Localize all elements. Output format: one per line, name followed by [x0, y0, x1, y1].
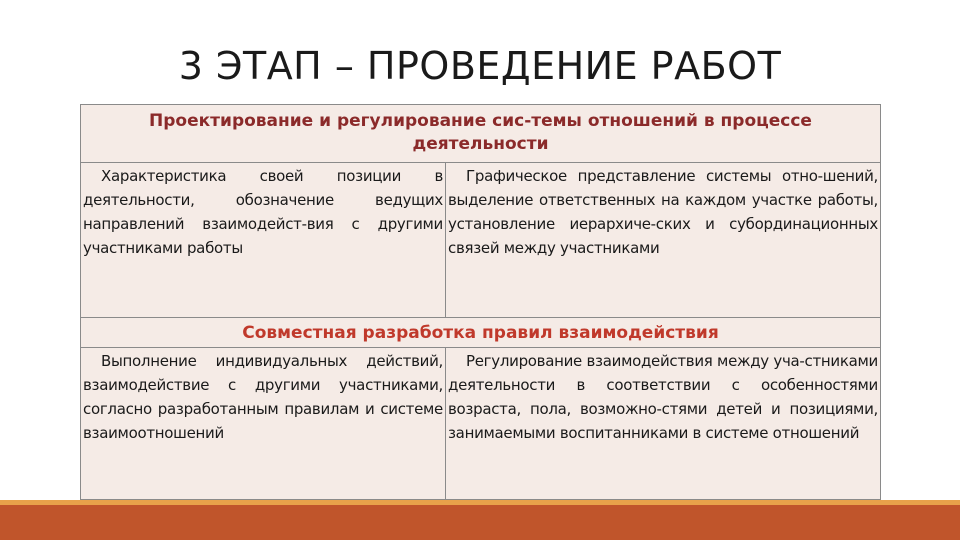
content-table [80, 104, 881, 500]
section2-left-text: Выполнение индивидуальных действий, взаимодействие с другими участниками, согласно разработанным правилам и системе взаимоотношений [83, 352, 443, 442]
section1-right-text: Графическое представление системы отно-шений, выделение ответственных на каждом участке работы, установление иерархиче-ских и субординационных связей между участниками [448, 167, 878, 257]
section1-left-text: Характеристика своей позиции в деятельности, обозначение ведущих направлений взаимодейст-вия с другими участниками работы [83, 167, 443, 257]
footer-bar [0, 500, 960, 540]
section2-left-cell [81, 348, 446, 499]
section1-heading: Проектирование и регулирование сис-темы отношений в процессе деятельности [81, 105, 880, 163]
section2-right-text: Регулирование взаимодействия между уча-стниками деятельности в соответствии с особенностями возраста, пола, возможно-стями детей и позициями, занимаемыми воспитанниками в системе отношений [448, 352, 878, 442]
slide-title: 3 ЭТАП – ПРОВЕДЕНИЕ РАБОТ [178, 44, 782, 88]
section2-heading: Совместная разработка правил взаимодействия [81, 317, 880, 348]
section2-right-cell [446, 348, 880, 499]
section1-right-cell [446, 163, 880, 317]
section1-left-cell [81, 163, 446, 317]
